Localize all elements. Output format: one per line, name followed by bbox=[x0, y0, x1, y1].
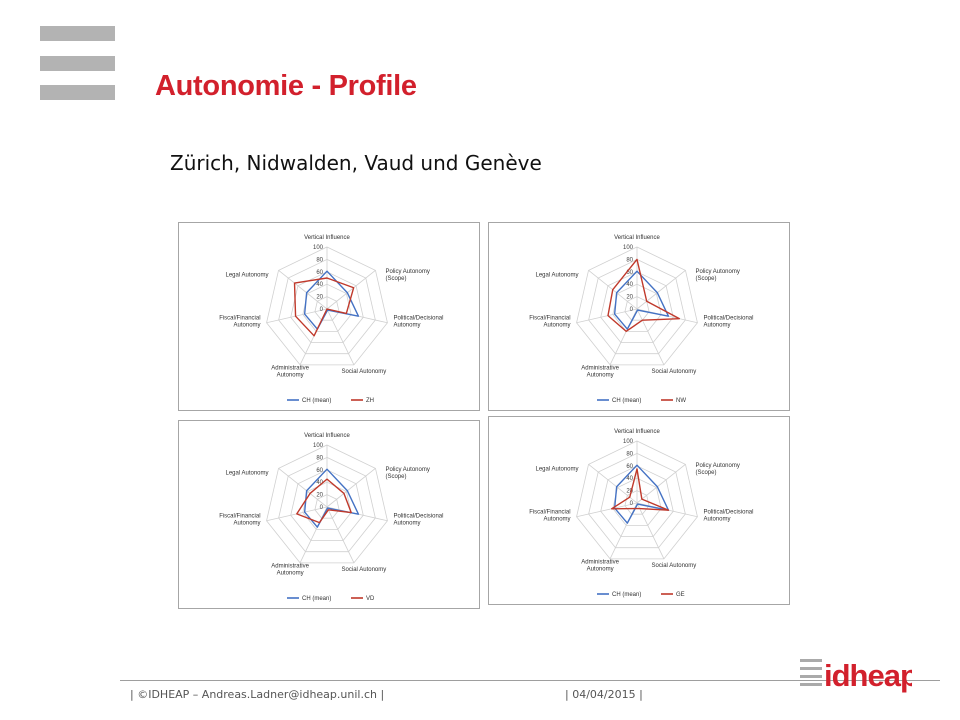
axis-label: Policy Autonomy (Scope) bbox=[695, 268, 740, 282]
idheap-logo bbox=[800, 655, 912, 695]
axis-label: Political/Decisional Autonomy bbox=[703, 315, 754, 329]
radial-tick-label: 100 bbox=[312, 443, 323, 449]
radial-tick-label: 100 bbox=[622, 245, 633, 251]
axis-label: Political/Decisional Autonomy bbox=[393, 513, 444, 527]
radar-chart-ge bbox=[488, 416, 790, 605]
radial-tick-label: 0 bbox=[319, 505, 323, 511]
axis-label: Fiscal/Financial Autonomy bbox=[529, 509, 571, 523]
radial-tick-label: 0 bbox=[629, 501, 633, 507]
radial-tick-label: 20 bbox=[626, 294, 633, 301]
slide-subtitle: Zürich, Nidwalden, Vaud und Genève bbox=[170, 151, 542, 175]
axis-label: Vertical Influence bbox=[304, 235, 350, 241]
radial-tick-label: 20 bbox=[626, 488, 633, 495]
axis-label: Policy Autonomy (Scope) bbox=[695, 462, 740, 476]
radial-tick-label: 40 bbox=[316, 282, 323, 289]
axis-label: Administrative Autonomy bbox=[271, 365, 309, 379]
legend-label: CH (mean) bbox=[612, 592, 642, 598]
radial-tick-label: 60 bbox=[316, 269, 323, 276]
axis-label: Vertical Influence bbox=[304, 433, 350, 439]
legend-label: VD bbox=[366, 596, 375, 602]
axis-label: Administrative Autonomy bbox=[581, 559, 619, 573]
axis-label: Vertical Influence bbox=[614, 429, 660, 435]
radial-tick-label: 40 bbox=[626, 476, 633, 483]
axis-label: Policy Autonomy (Scope) bbox=[385, 466, 430, 480]
axis-label: Political/Decisional Autonomy bbox=[393, 315, 444, 329]
menu-bar-1 bbox=[40, 26, 115, 41]
radial-tick-label: 60 bbox=[626, 269, 633, 276]
legend-label: GE bbox=[676, 592, 685, 598]
legend-label: CH (mean) bbox=[612, 398, 642, 404]
radial-tick-label: 20 bbox=[316, 294, 323, 301]
radial-tick-label: 100 bbox=[312, 245, 323, 251]
axis-label: Social Autonomy bbox=[341, 368, 387, 375]
axis-label: Administrative Autonomy bbox=[581, 365, 619, 379]
footer-copyright: | ©IDHEAP – Andreas.Ladner@idheap.unil.ch | bbox=[130, 688, 385, 701]
slide-title: Autonomie - Profile bbox=[155, 70, 417, 102]
legend-label: ZH bbox=[366, 398, 374, 404]
axis-label: Legal Autonomy bbox=[535, 466, 579, 473]
radial-tick-label: 100 bbox=[622, 439, 633, 445]
radar-grid bbox=[267, 247, 388, 365]
svg-text:idheap: idheap bbox=[824, 658, 912, 693]
axis-label: Legal Autonomy bbox=[225, 272, 269, 279]
axis-label: Vertical Influence bbox=[614, 235, 660, 241]
axis-label: Fiscal/Financial Autonomy bbox=[219, 315, 261, 329]
grid-spoke bbox=[637, 309, 664, 365]
axis-label: Political/Decisional Autonomy bbox=[703, 509, 754, 523]
axis-label: Social Autonomy bbox=[651, 368, 697, 375]
radar-chart-nw bbox=[488, 222, 790, 411]
legend-label: NW bbox=[676, 398, 686, 404]
grid-spoke bbox=[327, 309, 354, 365]
menu-bar-3 bbox=[40, 85, 115, 100]
grid-spoke bbox=[327, 507, 354, 563]
axis-label: Legal Autonomy bbox=[535, 272, 579, 279]
radial-tick-label: 40 bbox=[316, 480, 323, 487]
axis-label: Fiscal/Financial Autonomy bbox=[529, 315, 571, 329]
legend-label: CH (mean) bbox=[302, 398, 332, 404]
radial-tick-label: 80 bbox=[316, 257, 323, 264]
axis-label: Legal Autonomy bbox=[225, 470, 269, 477]
radial-tick-label: 20 bbox=[316, 492, 323, 499]
radial-tick-label: 0 bbox=[629, 307, 633, 313]
radial-tick-label: 60 bbox=[626, 463, 633, 470]
axis-label: Social Autonomy bbox=[341, 566, 387, 573]
footer-date: | 04/04/2015 | bbox=[565, 688, 643, 701]
radial-tick-label: 80 bbox=[316, 455, 323, 462]
radar-chart-zh bbox=[178, 222, 480, 411]
radar-grid bbox=[577, 247, 698, 365]
axis-label: Fiscal/Financial Autonomy bbox=[219, 513, 261, 527]
radar-grid bbox=[577, 441, 698, 559]
radial-tick-label: 80 bbox=[626, 257, 633, 264]
menu-bar-2 bbox=[40, 56, 115, 71]
axis-label: Administrative Autonomy bbox=[271, 563, 309, 577]
radial-tick-label: 40 bbox=[626, 282, 633, 289]
radial-tick-label: 80 bbox=[626, 451, 633, 458]
axis-label: Policy Autonomy (Scope) bbox=[385, 268, 430, 282]
radar-chart-vd bbox=[178, 420, 480, 609]
axis-label: Social Autonomy bbox=[651, 562, 697, 569]
legend-label: CH (mean) bbox=[302, 596, 332, 602]
grid-spoke bbox=[637, 503, 664, 559]
radial-tick-label: 60 bbox=[316, 467, 323, 474]
radial-tick-label: 0 bbox=[319, 307, 323, 313]
radar-grid bbox=[267, 445, 388, 563]
